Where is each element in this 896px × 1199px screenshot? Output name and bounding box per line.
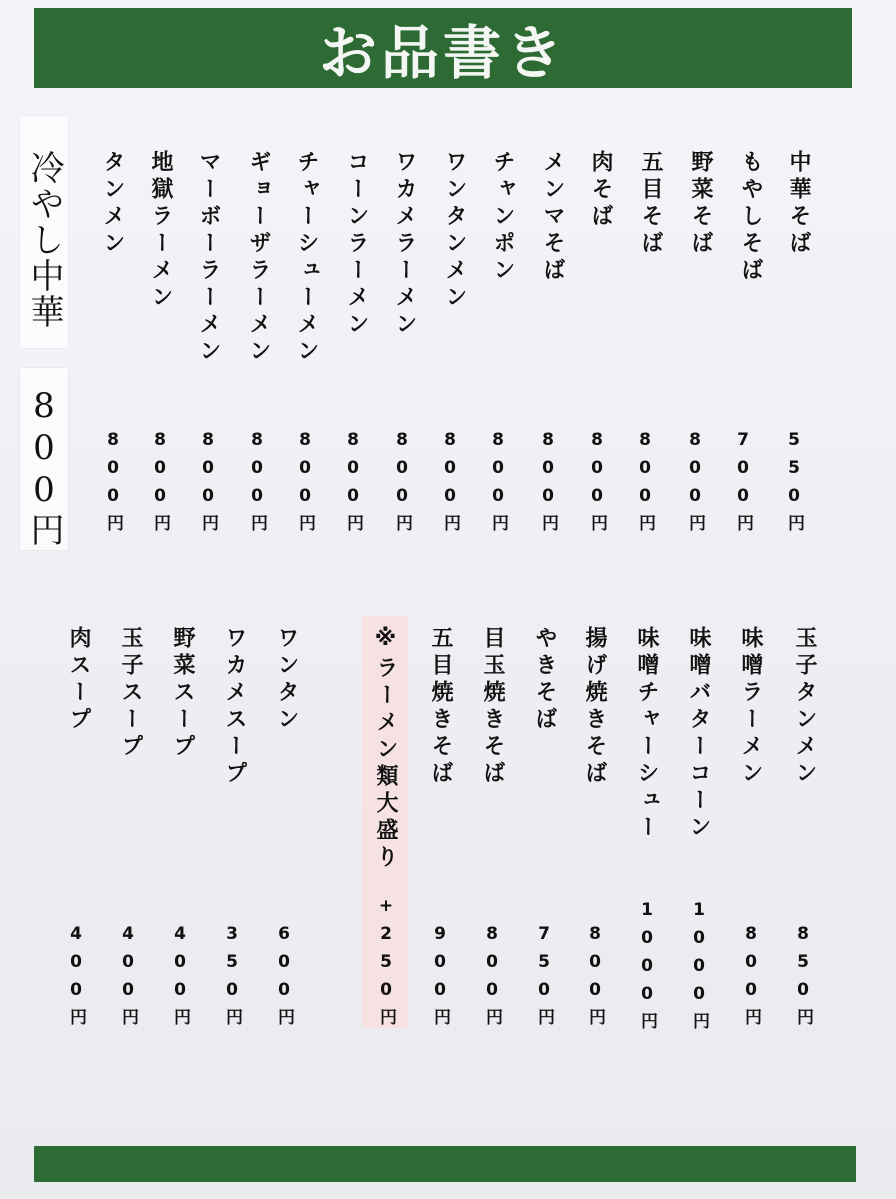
menu-item-price: 700円	[733, 430, 753, 539]
menu-item-price: 750円	[534, 924, 554, 1033]
menu-item-name: 玉子スープ	[118, 626, 143, 761]
note-price: +250円	[376, 896, 396, 1033]
menu-item-price: 800円	[150, 430, 170, 539]
menu-item-name: 地獄ラーメン	[148, 150, 173, 312]
note-text: ※ラーメン類大盛り	[373, 626, 398, 872]
menu-item-price: 400円	[118, 924, 138, 1033]
menu-item-name: もやしそば	[738, 150, 763, 285]
menu-item-price: 400円	[170, 924, 190, 1033]
menu-item-price: 850円	[793, 924, 813, 1033]
menu-item-name: 玉子タンメン	[792, 626, 817, 788]
side-label-price: 800円	[24, 386, 64, 548]
menu-item-name: やきそば	[532, 626, 557, 734]
menu-item-price: 800円	[685, 430, 705, 539]
menu-item-price: 800円	[103, 430, 123, 539]
menu-item-price: 800円	[488, 430, 508, 539]
menu-item-price: 1000円	[637, 900, 657, 1037]
header-bar	[34, 8, 852, 88]
menu-item-name: チャンポン	[490, 150, 515, 285]
page-title: お品書き	[318, 19, 567, 87]
footer-bar	[34, 1146, 856, 1182]
menu-item-name: ワンタンメン	[442, 150, 467, 312]
menu-item-name: マーボーラーメン	[196, 150, 221, 366]
menu-item-name: 野菜スープ	[170, 626, 195, 761]
menu-item-price: 800円	[392, 430, 412, 539]
menu-item-price: 800円	[585, 924, 605, 1033]
menu-item-name: 肉そば	[588, 150, 613, 231]
menu-item-price: 600円	[274, 924, 294, 1033]
menu-item-name: 中華そば	[786, 150, 811, 258]
side-label-name: 冷やし中華	[24, 150, 64, 330]
menu-item-price: 900円	[430, 924, 450, 1033]
menu-item-name: 味噌バターコーン	[686, 626, 711, 842]
menu-item-price: 1000円	[689, 900, 709, 1037]
menu-item-name: 五目焼きそば	[428, 626, 453, 788]
menu-item-name: 肉スープ	[66, 626, 91, 734]
menu-item-price: 800円	[635, 430, 655, 539]
menu-item-price: 800円	[343, 430, 363, 539]
menu-item-price: 800円	[198, 430, 218, 539]
menu-item-name: 五目そば	[638, 150, 663, 258]
menu-item-price: 800円	[440, 430, 460, 539]
menu-item-name: コーンラーメン	[344, 150, 369, 339]
menu-item-name: 揚げ焼きそば	[582, 626, 607, 788]
menu-item-name: 野菜そば	[688, 150, 713, 258]
menu-item-price: 800円	[247, 430, 267, 539]
menu-item-name: チャーシューメン	[294, 150, 319, 366]
menu-item-price: 800円	[295, 430, 315, 539]
menu-item-name: ワカメスープ	[222, 626, 247, 788]
menu-item-name: 目玉焼きそば	[480, 626, 505, 788]
menu-item-name: 味噌チャーシュー	[634, 626, 659, 842]
menu-item-price: 800円	[587, 430, 607, 539]
menu-item-price: 800円	[482, 924, 502, 1033]
menu-item-price: 400円	[66, 924, 86, 1033]
menu-item-price: 800円	[741, 924, 761, 1033]
menu-item-name: ワンタン	[274, 626, 299, 734]
menu-item-name: ワカメラーメン	[392, 150, 417, 339]
menu-item-name: ギョーザラーメン	[246, 150, 271, 366]
menu-item-name: タンメン	[100, 150, 125, 258]
menu-item-price: 800円	[538, 430, 558, 539]
menu-item-price: 550円	[784, 430, 804, 539]
menu-item-name: 味噌ラーメン	[738, 626, 763, 788]
menu-item-name: メンマそば	[540, 150, 565, 285]
menu-item-price: 350円	[222, 924, 242, 1033]
